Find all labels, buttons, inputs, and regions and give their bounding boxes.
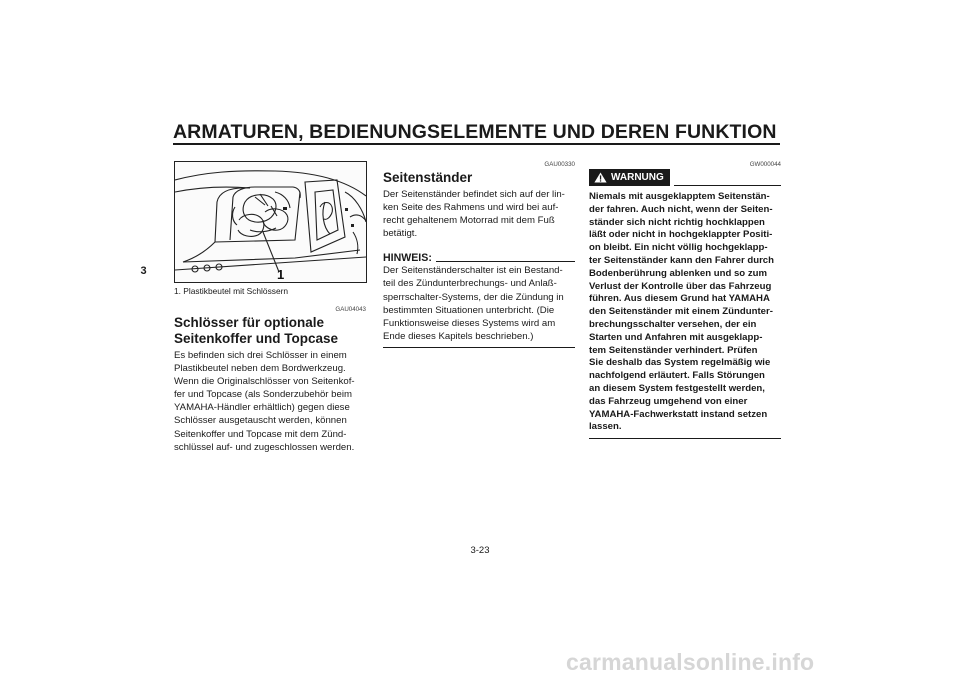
illustration-storage-compartment bbox=[175, 162, 366, 282]
figure-callout-1: 1 bbox=[277, 267, 285, 282]
note-label: HINWEIS: bbox=[383, 252, 432, 265]
section-code-sidestand: GAU00330 bbox=[544, 161, 575, 168]
note-end-rule bbox=[383, 347, 575, 348]
body-sidestand: Der Seitenständer befindet sich auf der lin- ken Seite des Rahmens und wird bei auf- recht gehaltenem Motorrad mit dem Fuß betätigt. bbox=[383, 189, 565, 240]
warning-label: WARNUNG bbox=[611, 171, 664, 183]
warning-rule bbox=[674, 185, 781, 186]
note-rule bbox=[436, 261, 575, 262]
warning-code: GW000044 bbox=[749, 161, 781, 168]
warning-badge bbox=[589, 169, 670, 186]
figure-caption: 1. Plastikbeutel mit Schlössern bbox=[174, 286, 289, 296]
warning-text: Niemals mit ausgeklapptem Seitenstän- der fahren. Auch nicht, wenn der Seiten- ständer sich nicht richtig hochklappen läßt oder nicht in hochgeklappter Positi- on bleibt. Ein nicht völlig hochgeklapp- ter Seitenständer kann den Fahrer durch Bodenberührung ablenken und so zum Verlust der Kontrolle über das Fahrzeug führen. Aus diesem Grund hat YAMAHA den Seitenständer mit einem Zündunter- brechungsschalter versehen, der ein Starten und Anfahren mit ausgeklapp- tem Seitenständer verhindert. Prüfen Sie deshalb das System regelmäßig wie nachfolgend erläutert. Falls Störungen an diesem System festgestellt werden, das Fahrzeug umgehend von einer YAMAHA-Fachwerkstatt instand setzen lassen. bbox=[589, 191, 774, 433]
page-number: 3-23 bbox=[470, 545, 490, 556]
note-header bbox=[383, 252, 575, 264]
body-locks-topcase: Es befinden sich drei Schlösser in einem Plastikbeutel neben dem Bordwerkzeug. Wenn die Originalschlösser von Seitenkof- fer und Topcase (als Sonderzubehör beim YAMAHA-Händler erhältlich) gegen diese Schlösser ausgetauscht werden, können Seitenkoffer und Topcase mit dem Zünd- schlüssel auf- und zugeschlossen werden. bbox=[174, 350, 355, 453]
right-column bbox=[589, 161, 781, 439]
note-text: Der Seitenständerschalter ist ein Bestand- teil des Zündunterbrechungs- und Anlaß- sperrschalter-Systems, der die Zündung in bestimmten Situationen unterbricht. (Die Funktionsweise dieses Systems wird am Ende dieses Kapitels beschrieben.) bbox=[383, 265, 564, 342]
heading-sidestand: Seitenständer bbox=[383, 170, 473, 185]
left-column bbox=[174, 161, 366, 454]
watermark: carmanualsonline.info bbox=[566, 649, 815, 675]
warning-end-rule bbox=[589, 438, 781, 439]
chapter-tab: 3 bbox=[140, 265, 147, 277]
middle-column bbox=[383, 161, 575, 348]
figure-plastic-bag-with-locks bbox=[174, 161, 367, 283]
title-rule bbox=[173, 143, 780, 145]
warning-header bbox=[589, 169, 781, 186]
page-title: ARMATUREN, BEDIENUNGSELEMENTE UND DEREN FUNKTION bbox=[173, 121, 777, 143]
heading-locks-topcase: Schlösser für optionale Seitenkoffer und Topcase bbox=[174, 315, 339, 346]
warning-triangle-icon bbox=[594, 172, 607, 183]
section-code-locks: GAU04043 bbox=[335, 306, 366, 313]
